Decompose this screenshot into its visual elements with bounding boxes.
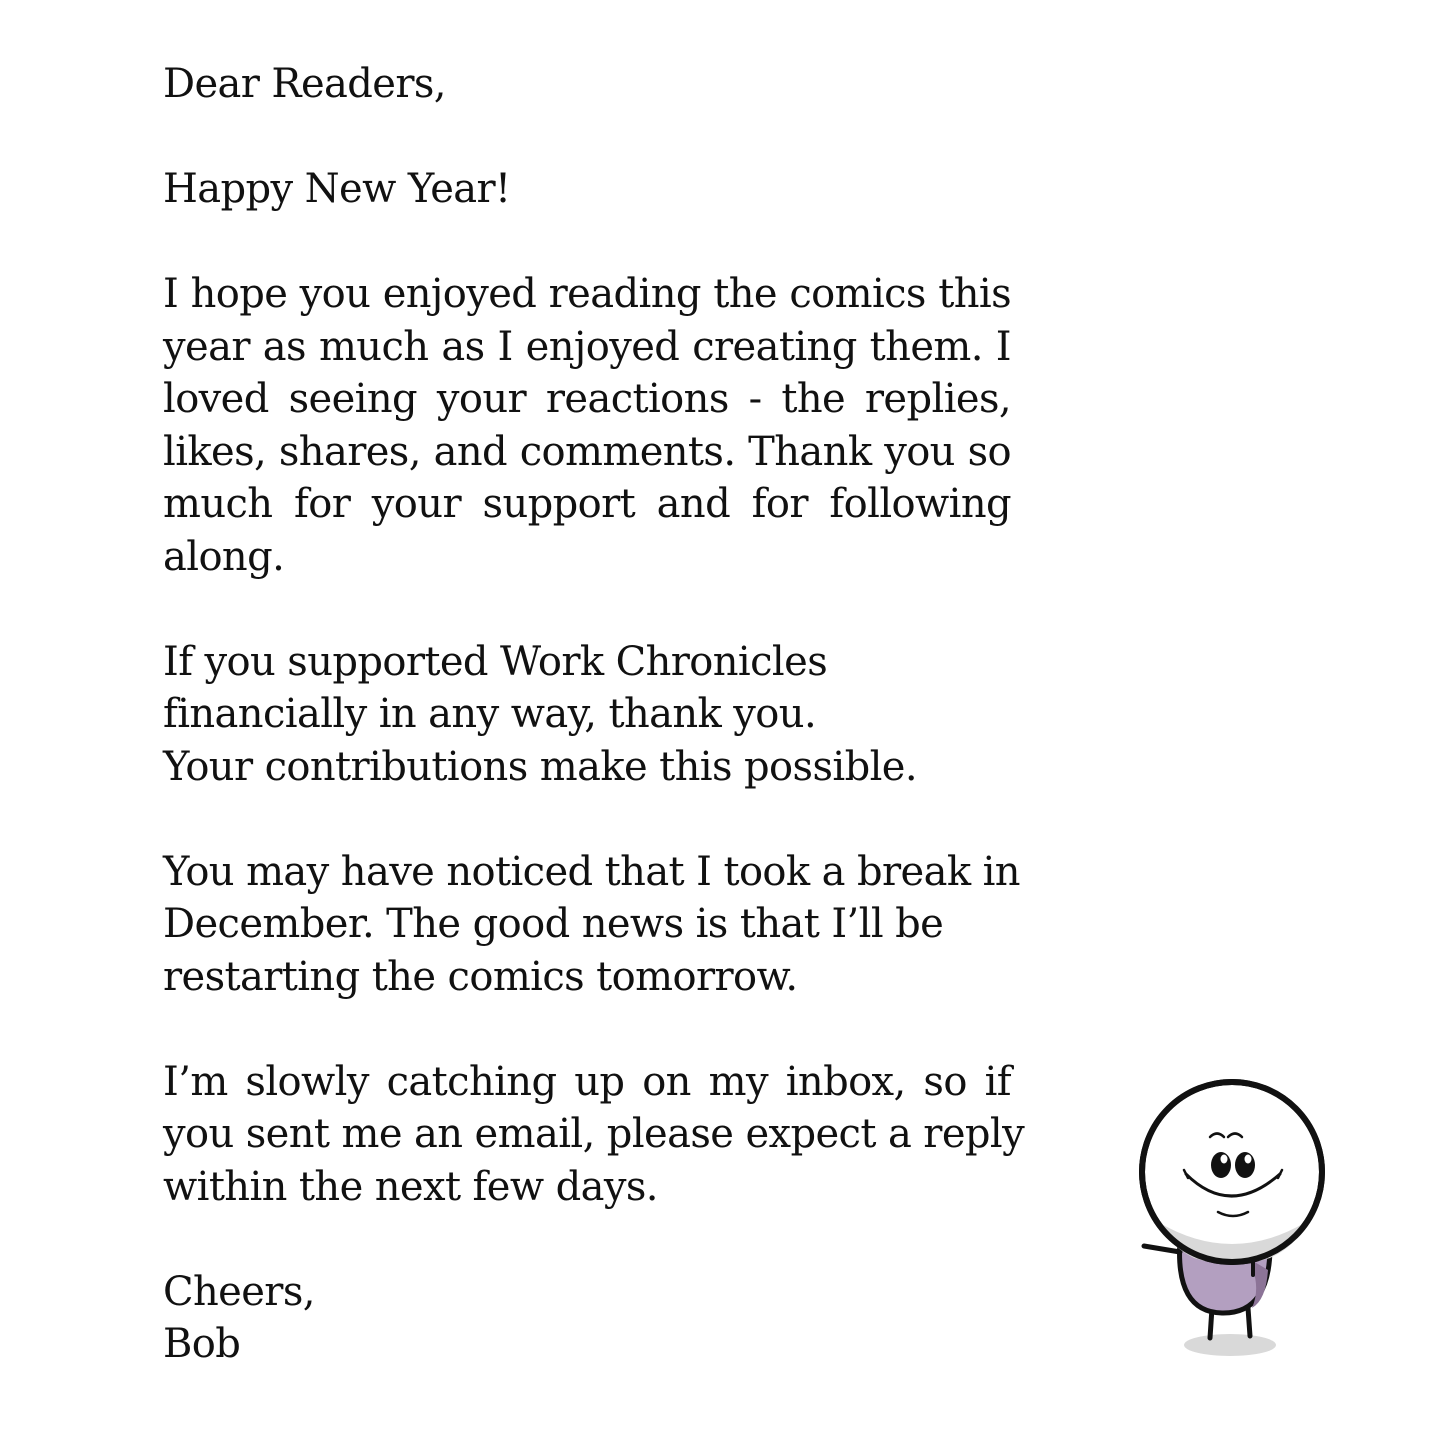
letter-greeting: Happy New Year!	[163, 166, 511, 212]
letter	[163, 58, 1025, 1371]
text-line: I’m slowly catching up on my inbox, so if	[163, 1058, 1011, 1105]
paragraph-gap	[163, 1003, 1011, 1056]
paragraph-financial-support	[163, 636, 1011, 794]
text-line: If you supported Work Chronicles	[163, 638, 828, 685]
text-line: Your contributions make this possible.	[163, 743, 917, 790]
paragraph-inbox	[163, 1056, 1025, 1214]
paragraph-gap	[163, 1213, 1011, 1266]
text-line: you sent me an email, please expect a reply	[163, 1111, 1025, 1157]
text-line: December. The good news is that I’ll be	[163, 901, 944, 947]
text-line: within the next few days.	[163, 1163, 658, 1210]
text-line: restarting the comics tomorrow.	[163, 953, 798, 1000]
text-line: You may have noticed that I took a break in	[163, 848, 1020, 895]
left-eye	[1211, 1152, 1231, 1178]
right-leg	[1248, 1308, 1250, 1336]
text-line: year as much as I enjoyed creating them. I	[163, 323, 1011, 370]
text-line: likes, shares, and comments. Thank you so	[163, 428, 1011, 475]
paragraph-gap	[163, 793, 1011, 846]
paragraph-enjoyed-comics	[163, 268, 1011, 583]
letter-signature: Bob	[163, 1321, 241, 1367]
letter-closing: Cheers,	[163, 1268, 315, 1315]
paragraph-gap	[163, 583, 1011, 636]
text-line: along.	[163, 533, 285, 580]
text-line: loved seeing your reactions - the replies,	[163, 376, 1011, 422]
paragraph-gap	[163, 216, 1011, 269]
text-line: I hope you enjoyed reading the comics this	[163, 271, 1011, 317]
smiling-stick-figure-icon	[1130, 1070, 1340, 1370]
paragraph-break-notice	[163, 846, 1020, 1004]
ground-shadow	[1184, 1334, 1276, 1356]
text-line: much for your support and for following	[163, 481, 1011, 527]
text-line: financially in any way, thank you.	[163, 691, 817, 737]
left-arm	[1144, 1246, 1180, 1252]
right-eye	[1235, 1152, 1255, 1178]
paragraph-gap	[163, 111, 1011, 164]
letter-salutation: Dear Readers,	[163, 61, 446, 107]
